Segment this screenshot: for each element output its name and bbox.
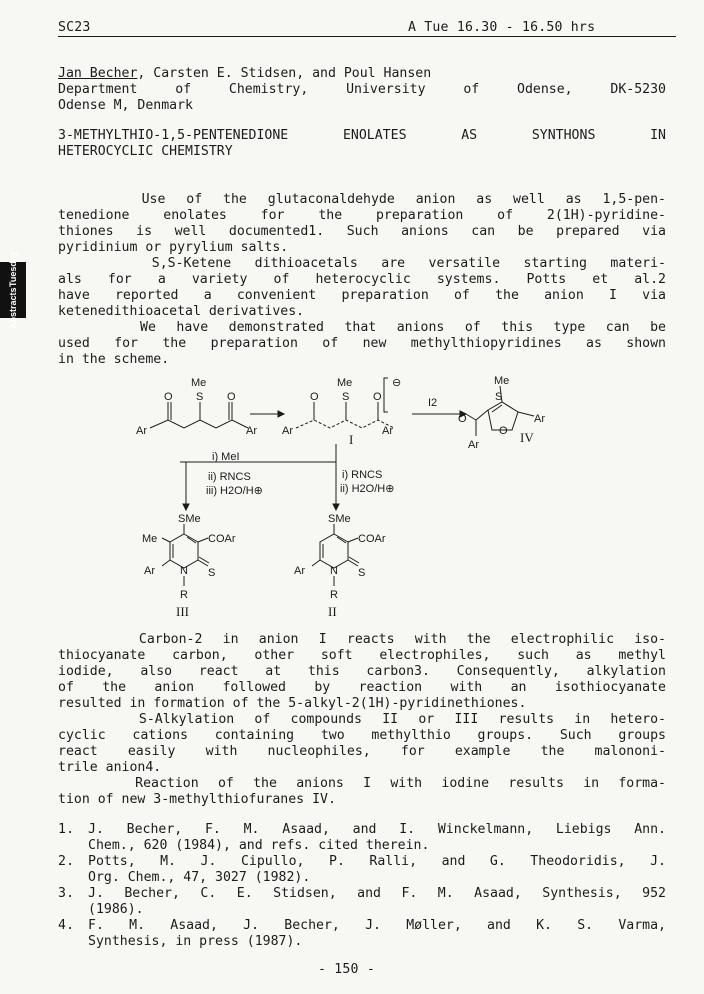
body-line: in the scheme.	[58, 352, 170, 367]
r-group: R	[330, 589, 338, 601]
session-code: SC23	[58, 20, 91, 35]
methyl-label: Me	[191, 377, 207, 389]
coar-label: COAr	[208, 533, 236, 545]
atom-s: S	[342, 391, 350, 403]
body-line: S,S-Ketene dithioacetals are versatile starting materi-	[58, 256, 666, 271]
body-line: have reported a convenient preparation of the anion I via	[58, 288, 666, 303]
affiliation-line2: Odense M, Denmark	[58, 98, 193, 113]
body-line: Carbon-2 in anion I reacts with the electrophilic iso-	[58, 632, 666, 647]
page-number: - 150 -	[318, 962, 375, 977]
atom-s: S	[495, 391, 503, 403]
aryl-label: Ar	[468, 439, 479, 451]
body-line: We have demonstrated that anions of this type can be	[58, 320, 666, 335]
reference-number: 2.	[58, 854, 75, 869]
reagent-mid-1: i) RNCS	[342, 469, 383, 481]
reagent-mid-2: ii) H2O/H⊕	[340, 483, 395, 495]
body-line: tenedione enolates for the preparation of 2(1H)-pyridine-	[58, 208, 666, 223]
body-line: trile anion4.	[58, 760, 162, 775]
body-line: of the anion followed by reaction with an isothiocyanate	[58, 680, 666, 695]
arrowhead	[278, 411, 284, 417]
aryl-label: Ar	[534, 413, 545, 425]
reference-line2: (1986).	[88, 902, 144, 917]
atom-o: O	[310, 391, 319, 403]
body-line: cyclic cations containing two methylthio groups. Such groups	[58, 728, 666, 743]
sme-label: SMe	[328, 513, 351, 525]
first-author: Jan Becher	[58, 66, 138, 81]
reference-number: 1.	[58, 822, 75, 837]
reference-line2: Org. Chem., 47, 3027 (1982).	[88, 870, 311, 885]
atom-o: O	[164, 391, 173, 403]
title-line2: HETEROCYCLIC CHEMISTRY	[58, 144, 233, 159]
aryl-label: Ar	[246, 425, 257, 437]
aryl-label: Ar	[294, 565, 305, 577]
anion-I-structure	[282, 377, 401, 447]
diketone-structure	[136, 377, 257, 437]
atom-s: S	[208, 567, 216, 579]
reference-line1: J. Becher, F. M. Asaad, and I. Winckelmann, Liebigs Ann.	[88, 822, 666, 837]
pyridine-II-structure	[294, 513, 386, 619]
tab-line2: Tuesday	[8, 251, 18, 288]
reference-line2: Chem., 620 (1984), and refs. cited therein.	[88, 838, 430, 853]
session-time: A Tue 16.30 - 16.50 hrs	[408, 20, 596, 35]
abstracts-tuesday-tab	[0, 251, 26, 329]
body-line: als for a variety of heterocyclic systems. Potts et al.2	[58, 272, 666, 287]
aryl-label: Ar	[144, 565, 155, 577]
title-line1: 3-METHYLTHIO-1,5-PENTENEDIONE ENOLATES AS SYNTHONS IN	[58, 128, 666, 143]
methyl-label: Me	[337, 377, 353, 389]
aryl-label: Ar	[282, 425, 293, 437]
furan-IV-structure	[458, 375, 545, 451]
reference-line2: Synthesis, in press (1987).	[88, 934, 303, 949]
atom-o: O	[458, 413, 467, 425]
header-rule	[58, 36, 676, 37]
body-line: thiones is well documented1. Such anions can be prepared via	[58, 224, 666, 239]
methyl-label: Me	[142, 533, 158, 545]
tab-line1: Abstracts	[8, 287, 18, 329]
atom-s: S	[358, 567, 366, 579]
compound-label-IV: IV	[520, 430, 534, 445]
ring-nitrogen: N	[330, 565, 338, 577]
iodine-reagent: I2	[428, 397, 438, 409]
body-line: used for the preparation of new methylthiopyridines as shown	[58, 336, 666, 351]
compound-label-I: I	[349, 432, 354, 447]
atom-o: O	[227, 391, 236, 403]
reagent-left-3: iii) H2O/H⊕	[206, 485, 263, 497]
body-line: iodide, also react at this carbon3. Consequently, alkylation	[58, 664, 666, 679]
reference-number: 3.	[58, 886, 75, 901]
body-line: thiocyanate carbon, other soft electrophiles, such as methyl	[58, 648, 666, 663]
methyl-label: Me	[494, 375, 510, 387]
reference-number: 4.	[58, 918, 75, 933]
body-line: ketenedithioacetal derivatives.	[58, 304, 305, 319]
reagent-left-2: ii) RNCS	[208, 471, 251, 483]
body-line: Use of the glutaconaldehyde anion as well as 1,5-pen-	[58, 192, 666, 207]
atom-s: S	[196, 391, 204, 403]
body-line: pyridinium or pyrylium salts.	[58, 240, 289, 255]
affiliation-line1: Department of Chemistry, University of Odense, DK-5230	[58, 82, 666, 97]
ring-nitrogen: N	[180, 565, 188, 577]
r-group: R	[180, 589, 188, 601]
body-line: S-Alkylation of compounds II or III results in hetero-	[58, 712, 666, 727]
reference-line1: F. M. Asaad, J. Becher, J. Møller, and K. S. Varma,	[88, 918, 666, 933]
coar-label: COAr	[358, 533, 386, 545]
compound-label-II: II	[328, 604, 337, 619]
ring-oxygen: O	[499, 425, 508, 437]
body-line: tion of new 3-methylthiofuranes IV.	[58, 792, 336, 807]
pyridine-III-structure	[142, 513, 236, 619]
aryl-label: Ar	[382, 425, 393, 437]
body-line: resulted in formation of the 5-alkyl-2(1H)-pyridinethiones.	[58, 696, 527, 711]
reaction-scheme	[120, 372, 600, 622]
reference-line1: Potts, M. J. Cipullo, P. Ralli, and G. Theodoridis, J.	[88, 854, 666, 869]
author-line	[58, 66, 666, 82]
arrowhead	[333, 504, 339, 510]
reference-line1: J. Becher, C. E. Stidsen, and F. M. Asaad, Synthesis, 952	[88, 886, 666, 901]
arrowhead	[183, 504, 189, 510]
compound-label-III: III	[176, 604, 189, 619]
body-line: Reaction of the anions I with iodine results in forma-	[58, 776, 666, 791]
co-authors: , Carsten E. Stidsen, and Poul Hansen	[137, 66, 432, 81]
body-line: react easily with nucleophiles, for example the malononi-	[58, 744, 666, 759]
aryl-label: Ar	[136, 425, 147, 437]
sme-label: SMe	[178, 513, 201, 525]
reagent-left-1: i) MeI	[212, 451, 240, 463]
negative-charge: ⊖	[392, 377, 402, 389]
atom-o: O	[373, 391, 382, 403]
